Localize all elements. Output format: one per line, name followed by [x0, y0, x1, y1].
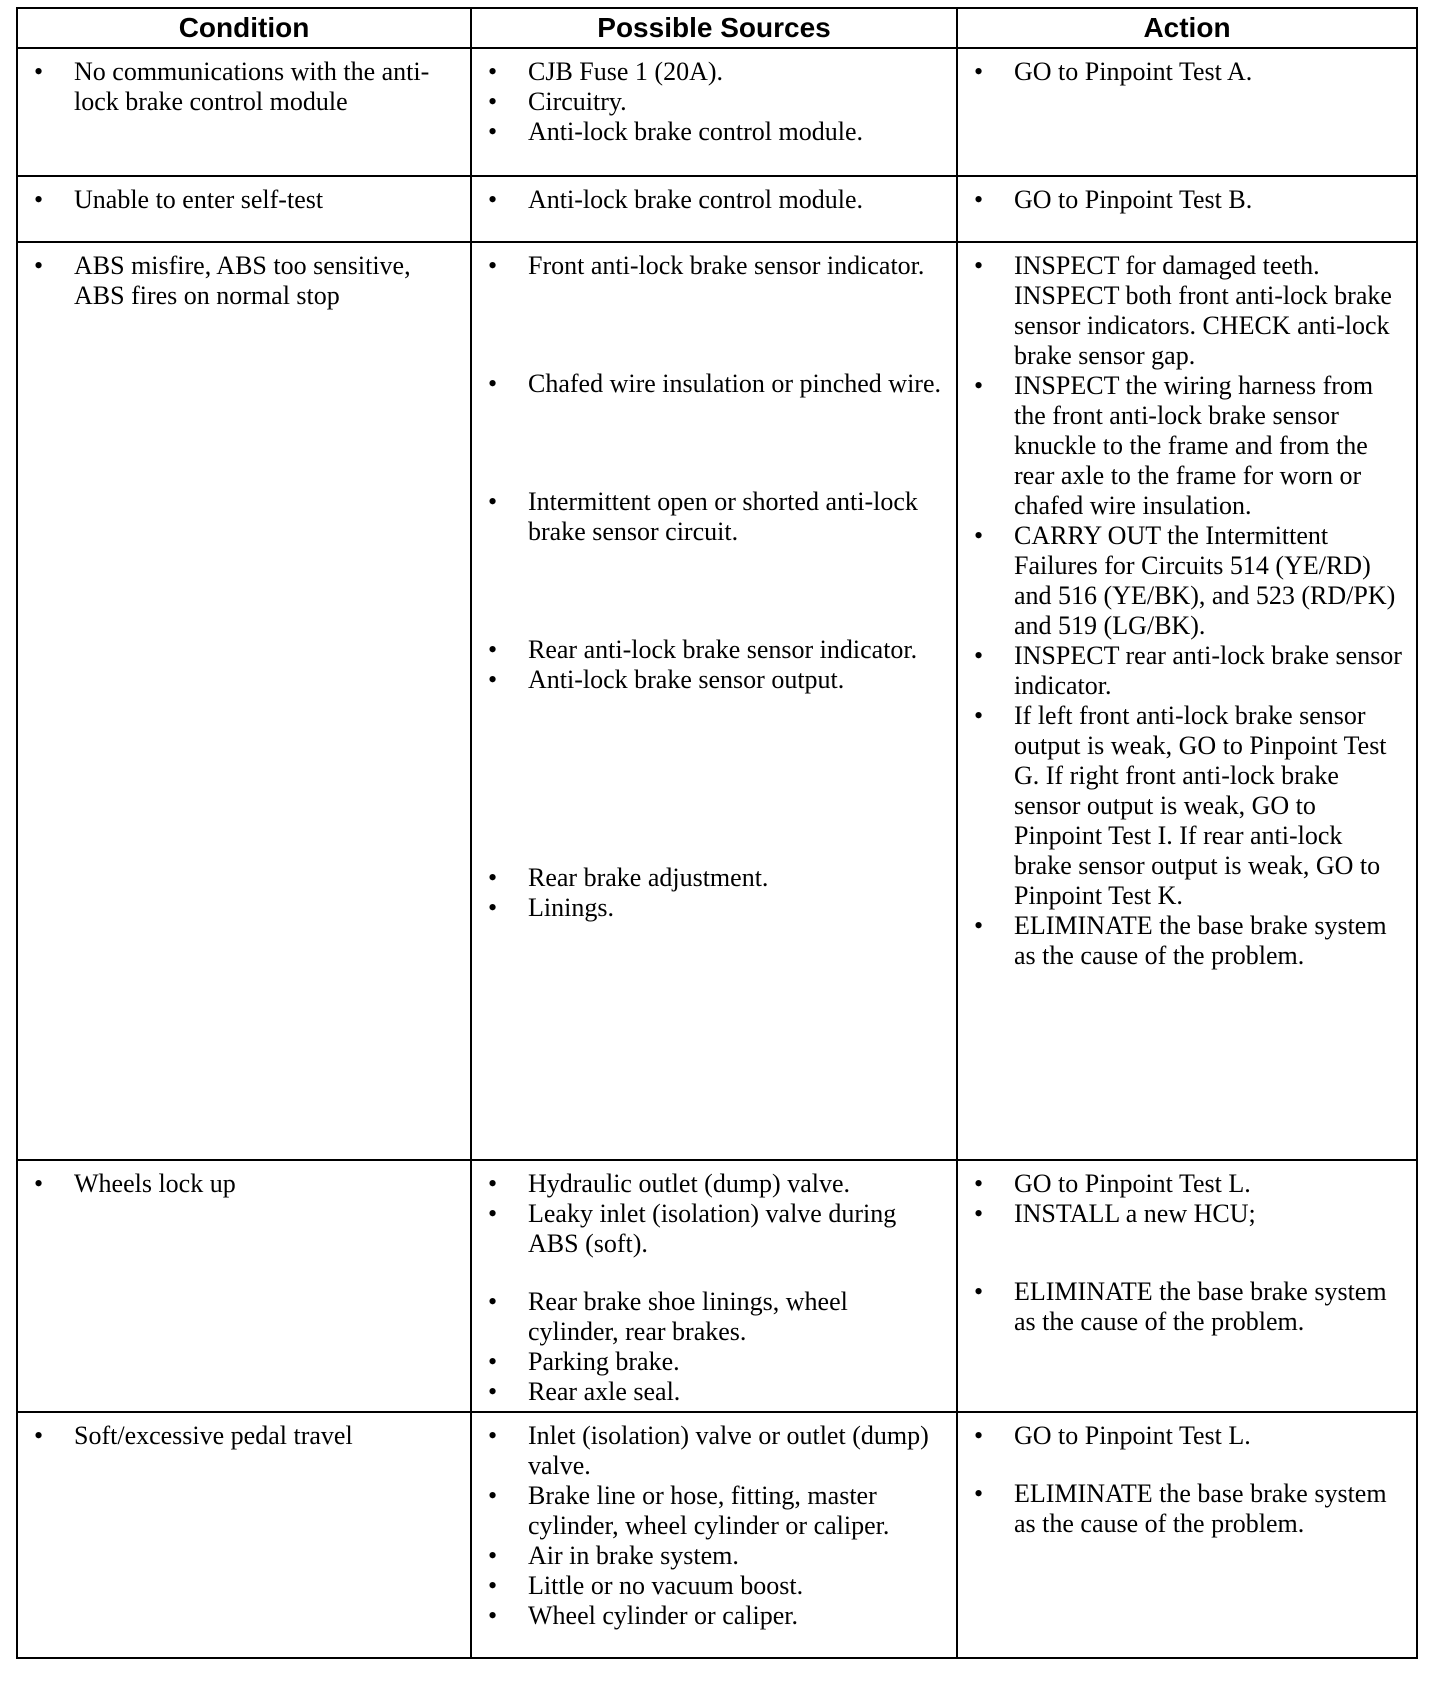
source-item: • Rear axle seal.	[482, 1377, 942, 1407]
sources-cell	[471, 176, 957, 242]
action-item: • GO to Pinpoint Test A.	[968, 57, 1402, 87]
source-item: • Circuitry.	[482, 87, 942, 117]
action-cell	[957, 242, 1417, 1160]
source-item: • Hydraulic outlet (dump) valve.	[482, 1169, 942, 1199]
condition-text: • ABS misfire, ABS too sensitive, ABS fires on normal stop	[28, 251, 456, 311]
sources-cell	[471, 242, 957, 1160]
action-cell	[957, 1412, 1417, 1658]
action-item: • If left front anti-lock brake sensor output is weak, GO to Pinpoint Test G. If right front anti-lock brake sensor output is weak, GO to Pinpoint Test I. If rear anti-lock brake sensor output is weak, GO to Pinpoint Test K.	[968, 701, 1402, 911]
action-item: • INSPECT the wiring harness from the front anti-lock brake sensor knuckle to the frame and from the rear axle to the frame for worn or chafed wire insulation.	[968, 371, 1402, 521]
action-item: • INSPECT rear anti-lock brake sensor indicator.	[968, 641, 1402, 701]
source-item: • Air in brake system.	[482, 1541, 942, 1571]
condition-text: • Unable to enter self-test	[28, 185, 456, 215]
source-item: • Parking brake.	[482, 1347, 942, 1377]
condition-text: • Soft/excessive pedal travel	[28, 1421, 456, 1451]
source-item: • Little or no vacuum boost.	[482, 1571, 942, 1601]
source-item: • Anti-lock brake control module.	[482, 117, 942, 147]
sources-cell	[471, 1160, 957, 1412]
action-item: • INSPECT for damaged teeth. INSPECT both front anti-lock brake sensor indicators. CHECK anti-lock brake sensor gap.	[968, 251, 1402, 371]
action-item: • ELIMINATE the base brake system as the cause of the problem.	[968, 911, 1402, 971]
table-row	[17, 176, 1417, 242]
source-item: • Rear brake adjustment.	[482, 863, 942, 893]
source-item: • Leaky inlet (isolation) valve during ABS (soft).	[482, 1199, 942, 1259]
source-item: • Chafed wire insulation or pinched wire.	[482, 369, 942, 399]
action-cell	[957, 176, 1417, 242]
table-row	[17, 1412, 1417, 1658]
header-condition: Condition	[17, 8, 471, 48]
action-item: • GO to Pinpoint Test L.	[968, 1169, 1402, 1199]
action-item: • ELIMINATE the base brake system as the cause of the problem.	[968, 1479, 1402, 1539]
table-row	[17, 242, 1417, 1160]
action-item: • GO to Pinpoint Test B.	[968, 185, 1402, 215]
source-item: • Inlet (isolation) valve or outlet (dump) valve.	[482, 1421, 942, 1481]
action-cell	[957, 48, 1417, 176]
source-item: • Brake line or hose, fitting, master cylinder, wheel cylinder or caliper.	[482, 1481, 942, 1541]
source-item: • Front anti-lock brake sensor indicator.	[482, 251, 942, 281]
table-row	[17, 1160, 1417, 1412]
source-item: • Anti-lock brake control module.	[482, 185, 942, 215]
condition-cell	[17, 1412, 471, 1658]
action-item: • CARRY OUT the Intermittent Failures for Circuits 514 (YE/RD) and 516 (YE/BK), and 523 (RD/PK) and 519 (LG/BK).	[968, 521, 1402, 641]
condition-text: • No communications with the anti-lock brake control module	[28, 57, 456, 117]
action-item: • INSTALL a new HCU;	[968, 1199, 1402, 1229]
header-possible-sources: Possible Sources	[471, 8, 957, 48]
source-item: • Rear anti-lock brake sensor indicator.	[482, 635, 942, 665]
condition-cell	[17, 1160, 471, 1412]
source-item: • Linings.	[482, 893, 942, 923]
source-item: • Anti-lock brake sensor output.	[482, 665, 942, 695]
action-cell	[957, 1160, 1417, 1412]
source-item: • CJB Fuse 1 (20A).	[482, 57, 942, 87]
table-row	[17, 48, 1417, 176]
source-item: • Rear brake shoe linings, wheel cylinder, rear brakes.	[482, 1287, 942, 1347]
action-item: • GO to Pinpoint Test L.	[968, 1421, 1402, 1451]
header-row	[17, 8, 1417, 48]
condition-cell	[17, 48, 471, 176]
condition-text: • Wheels lock up	[28, 1169, 456, 1199]
source-item: • Wheel cylinder or caliper.	[482, 1601, 942, 1631]
condition-cell	[17, 242, 471, 1160]
sources-cell	[471, 48, 957, 176]
condition-cell	[17, 176, 471, 242]
source-item: • Intermittent open or shorted anti-lock brake sensor circuit.	[482, 487, 942, 547]
diagnosis-table	[16, 7, 1418, 1659]
header-action: Action	[957, 8, 1417, 48]
sources-cell	[471, 1412, 957, 1658]
action-item: • ELIMINATE the base brake system as the cause of the problem.	[968, 1277, 1402, 1337]
